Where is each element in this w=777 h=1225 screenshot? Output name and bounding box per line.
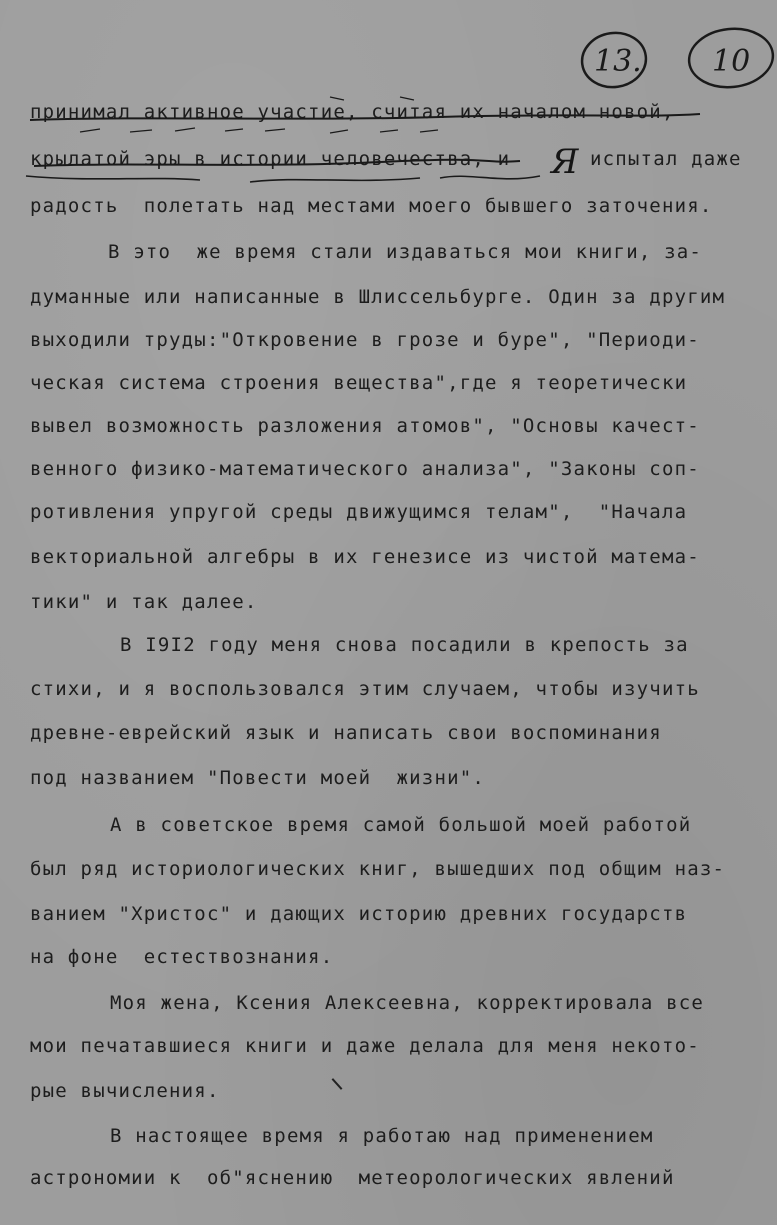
text-line-4: В это же время стали издаваться мои книги, за-	[108, 241, 703, 263]
text-line-11: векториальной алгебры в их генезисе из чистой матема-	[30, 546, 700, 568]
text-line-10: ротивления упругой среды движущимся телам", "Начала	[30, 501, 688, 523]
text-line-23: рые вычисления.	[30, 1080, 220, 1102]
text-line-14: стихи, и я воспользовался этим случаем, чтобы изучить	[30, 678, 700, 700]
text-line-6: выходили труды:"Откровение в грозе и буре", "Периоди-	[30, 329, 700, 351]
text-line-15: древне-еврейский язык и написать свои воспоминания	[30, 722, 662, 744]
page-number-circles	[0, 18, 777, 98]
text-line-2-continuation: испытал даже	[590, 148, 742, 170]
text-line-5: думанные или написанные в Шлиссельбурге. Один за другим	[30, 286, 726, 308]
text-line-19: ванием "Христос" и дающих историю древних государств	[30, 903, 688, 925]
page-number-2: 10	[712, 44, 751, 79]
text-line-21: Моя жена, Ксения Алексеевна, корректировала все	[110, 992, 705, 1014]
text-line-8: вывел возможность разложения атомов", "Основы качест-	[30, 415, 700, 437]
squiggle-3	[440, 176, 540, 179]
text-line-2: крылатой эры в истории человечества, и	[30, 148, 511, 170]
text-line-24: В настоящее время я работаю над применением	[110, 1125, 654, 1147]
dash-marks-1	[80, 128, 438, 133]
text-line-1: принимал активное участие, считая их началом новой,	[30, 101, 675, 123]
page-number-area	[0, 18, 777, 98]
text-line-16: под названием "Повести моей жизни".	[30, 767, 486, 789]
text-line-3: радость полетать над местами моего бывшего заточения.	[30, 195, 713, 217]
text-line-13: В I9I2 году меня снова посадили в крепость за	[120, 634, 689, 656]
squiggle-2	[250, 178, 420, 182]
text-line-9: венного физико-математического анализа", "Законы соп-	[30, 458, 700, 480]
text-line-18: был ряд историологических книг, вышедших под общим наз-	[30, 858, 726, 880]
text-line-7: ческая система строения вещества",где я теоретически	[30, 372, 688, 394]
text-line-17: А в советское время самой большой моей работой	[110, 814, 692, 836]
page-number-1: 13.	[594, 44, 642, 79]
text-line-22: мои печатавшиеся книги и даже делала для меня некото-	[30, 1035, 700, 1057]
text-line-25: астрономии к об"яснению метеорологических явлений	[30, 1167, 675, 1189]
text-line-12: тики" и так далее.	[30, 591, 258, 613]
handwritten-insert: Я	[551, 142, 579, 182]
stray-pen-mark	[332, 1078, 343, 1090]
text-line-20: на фоне естествознания.	[30, 946, 334, 968]
squiggle-1	[26, 176, 200, 180]
